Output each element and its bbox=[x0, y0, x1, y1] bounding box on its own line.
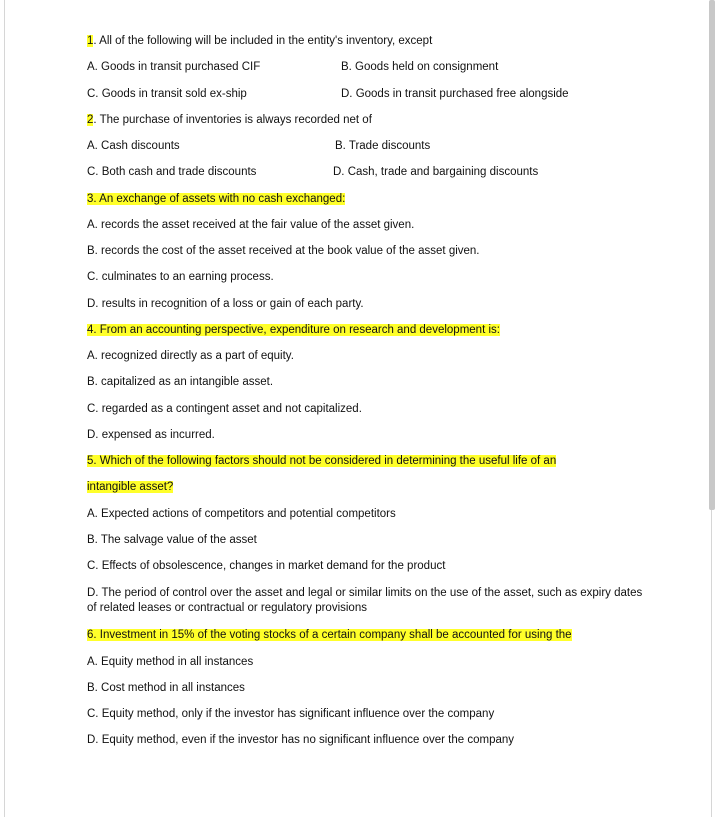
question-4-stem: 4. From an accounting perspective, expenditure on research and development is: bbox=[87, 324, 500, 336]
question-3-option-a: A. records the asset received at the fair value of the asset given. bbox=[87, 219, 415, 231]
question-6-stem: 6. Investment in 15% of the voting stocks of a certain company shall be accounted for using the bbox=[87, 629, 572, 641]
question-5-option-d: D. The period of control over the asset and legal or similar limits on the use of the asset, such as expiry dates of related leases or contractual or regulatory provisions bbox=[87, 587, 643, 614]
question-5-stem-line2: intangible asset? bbox=[87, 481, 174, 493]
question-2-option-c: C. Both cash and trade discounts bbox=[87, 166, 257, 178]
question-2-number: 2 bbox=[87, 114, 94, 126]
question-3-option-b: B. records the cost of the asset received at the book value of the asset given. bbox=[87, 245, 480, 257]
question-1-option-a: A. Goods in transit purchased CIF bbox=[87, 61, 261, 73]
question-1-stem bbox=[87, 34, 432, 49]
question-4-option-a: A. recognized directly as a part of equity. bbox=[87, 350, 294, 362]
question-4-option-b: B. capitalized as an intangible asset. bbox=[87, 376, 274, 388]
question-6-option-d: D. Equity method, even if the investor has no significant influence over the company bbox=[87, 734, 515, 746]
question-2-option-a: A. Cash discounts bbox=[87, 140, 180, 152]
question-1-option-b: B. Goods held on consignment bbox=[341, 61, 499, 73]
question-4-option-c: C. regarded as a contingent asset and not capitalized. bbox=[87, 403, 362, 415]
question-6-option-c: C. Equity method, only if the investor has significant influence over the company bbox=[87, 708, 495, 720]
vertical-scrollbar[interactable] bbox=[709, 0, 715, 510]
question-1-option-d: D. Goods in transit purchased free alongside bbox=[341, 88, 569, 100]
question-1-text: . All of the following will be included in the entity's inventory, except bbox=[93, 35, 433, 47]
question-5-option-b: B. The salvage value of the asset bbox=[87, 534, 257, 546]
question-1-number: 1 bbox=[87, 35, 94, 47]
question-5-option-c: C. Effects of obsolescence, changes in market demand for the product bbox=[87, 560, 446, 572]
question-5-option-a: A. Expected actions of competitors and potential competitors bbox=[87, 508, 396, 520]
question-3-option-d: D. results in recognition of a loss or gain of each party. bbox=[87, 298, 364, 310]
question-2-option-b: B. Trade discounts bbox=[335, 140, 431, 152]
question-2-stem bbox=[87, 113, 372, 128]
question-5-stem-line1: 5. Which of the following factors should not be considered in determining the useful life of an bbox=[87, 455, 557, 467]
page-edge-left bbox=[4, 0, 5, 817]
question-3-stem: 3. An exchange of assets with no cash exchanged: bbox=[87, 193, 346, 205]
question-6-option-a: A. Equity method in all instances bbox=[87, 656, 254, 668]
question-1-option-c: C. Goods in transit sold ex-ship bbox=[87, 88, 247, 100]
question-2-text: . The purchase of inventories is always recorded net of bbox=[93, 114, 372, 126]
question-3-option-c: C. culminates to an earning process. bbox=[87, 271, 274, 283]
question-6-option-b: B. Cost method in all instances bbox=[87, 682, 245, 694]
question-2-option-d: D. Cash, trade and bargaining discounts bbox=[333, 166, 539, 178]
question-4-option-d: D. expensed as incurred. bbox=[87, 429, 215, 441]
